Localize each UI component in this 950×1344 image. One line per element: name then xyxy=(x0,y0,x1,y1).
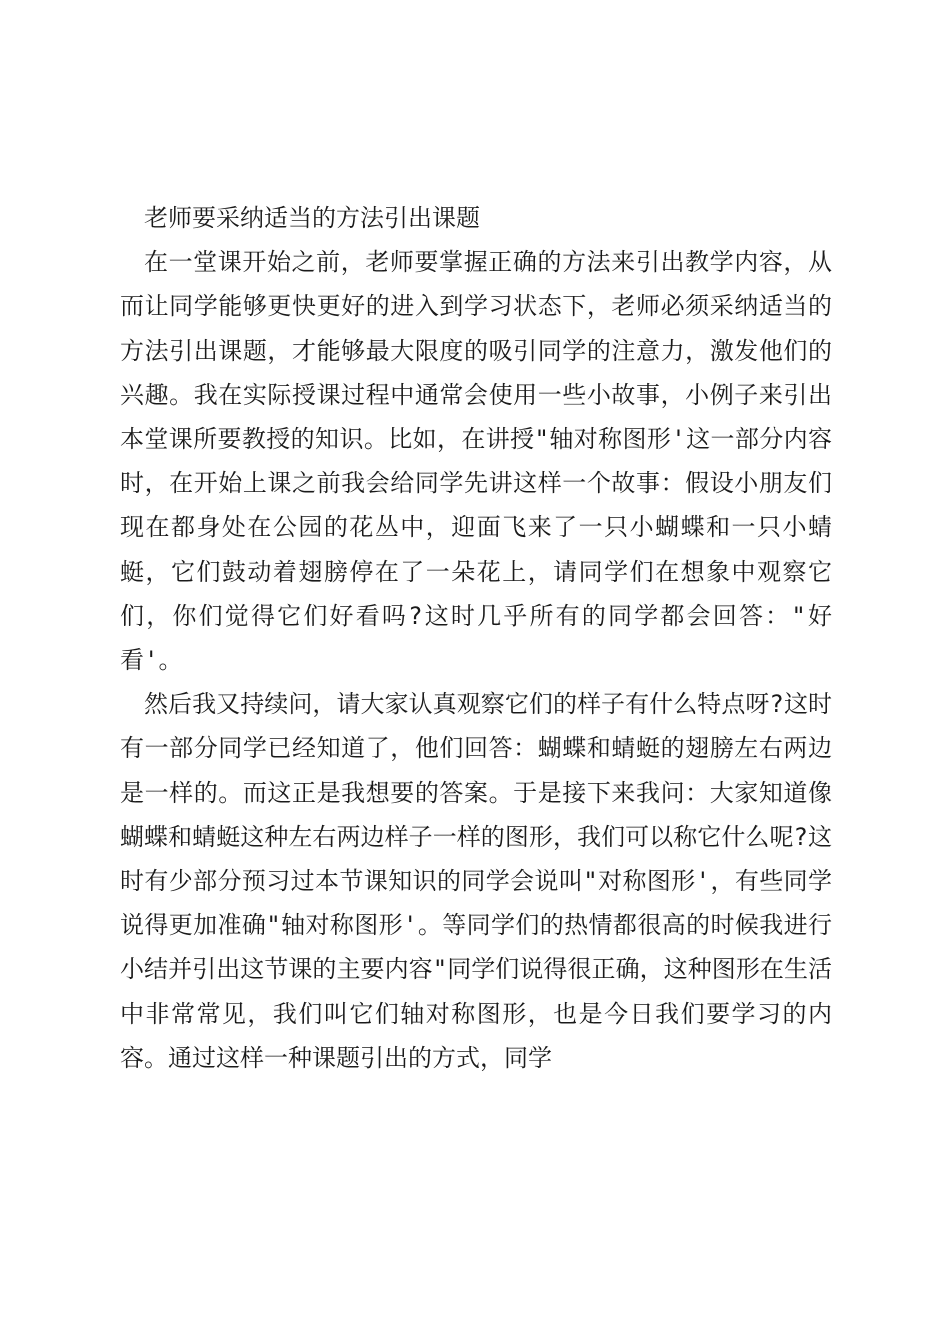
section-heading: 老师要采纳适当的方法引出课题 xyxy=(144,204,480,232)
paragraph-1: 在一堂课开始之前，老师要掌握正确的方法来引出教学内容，从而让同学能够更快更好的进入到学习状态下，老师必须采纳适当的方法引出课题，才能够最大限度的吸引同学的注意力，激发他们的兴趣。我在实际授课过程中通常会使用一些小故事，小例子来引出本堂课所要教授的知识。比如，在讲授"轴对称图形'这一部分内容时，在开始上课之前我会给同学先讲这样一个故事：假设小朋友们现在都身处在公园的花丛中，迎面飞来了一只小蝴蝶和一只小蜻蜓，它们鼓动着翅膀停在了一朵花上，请同学们在想象中观察它们，你们觉得它们好看吗?这时几乎所有的同学都会回答："好看'。 xyxy=(120,248,832,675)
document-body xyxy=(120,196,832,1080)
paragraph-2: 然后我又持续问，请大家认真观察它们的样子有什么特点呀?这时有一部分同学已经知道了，他们回答：蝴蝶和蜻蜓的翅膀左右两边是一样的。而这正是我想要的答案。于是接下来我问：大家知道像蝴蝶和蜻蜓这种左右两边样子一样的图形，我们可以称它什么呢?这时有少部分预习过本节课知识的同学会说叫"对称图形'，有些同学说得更加准确"轴对称图形'。等同学们的热情都很高的时候我进行小结并引出这节课的主要内容"同学们说得很正确，这种图形在生活中非常常见，我们叫它们轴对称图形，也是今日我们要学习的内容。通过这样一种课题引出的方式，同学 xyxy=(120,690,832,1072)
